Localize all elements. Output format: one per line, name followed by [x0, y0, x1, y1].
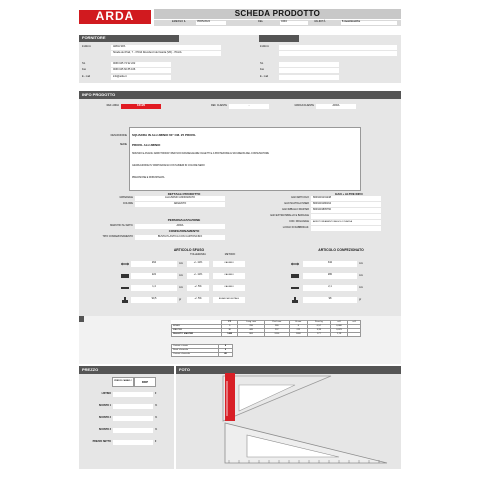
fornitore-address: Strada dei Prati, 7 - 37014 Rovellenzi del Garda (VR) - ITALIA	[111, 51, 221, 56]
imballo-cell: 280	[264, 325, 289, 329]
descrizione-value: SQUADRA IN ALLUMINIO 60° CM. 25 PROFIL	[132, 133, 196, 137]
sfuso-tolleranza: +/- 5%	[187, 285, 209, 291]
confezionato-title: ARTICOLO CONFEZIONATO	[318, 248, 364, 252]
ref-arda-label: REF. ARDA	[106, 104, 119, 107]
emesso-value: 05/05/2024	[196, 21, 226, 25]
fornitore-header-right	[259, 35, 299, 42]
sfuso-unit: mm	[179, 261, 183, 265]
prezzo-row-label: LISTINO	[101, 392, 111, 395]
sfuso-value: 90,5	[131, 297, 177, 303]
prezzo-row-unit: %	[155, 416, 158, 419]
length-icon	[291, 261, 299, 267]
tel-label: Tel.	[82, 62, 86, 65]
confezionato-value: 98	[303, 297, 357, 303]
ref-arda-value: 16120	[121, 104, 161, 109]
prezzo-row-unit: %	[155, 428, 158, 431]
page-title: SCHEDA PRODOTTO	[154, 9, 401, 19]
prezzo-row-unit: €	[155, 392, 157, 395]
imballo-cell: 0,023	[330, 329, 348, 333]
ean-master-label: EAN IMBALLO MASTER	[282, 208, 309, 211]
prezzo-row-field	[113, 416, 153, 421]
packaged-square-inner	[239, 385, 295, 411]
weight-icon	[121, 297, 129, 303]
sfuso-unit: mm	[179, 285, 183, 289]
ean-articolo-label: EAN ARTICOLO	[291, 196, 309, 199]
ean-inner-value: 8003419180164	[311, 202, 381, 207]
materiale-label: MATERIALE	[119, 196, 133, 199]
pallet-label: Strati x bancale	[172, 349, 219, 353]
meta-bar	[154, 20, 401, 26]
validita-label: VALIDITÀ	[314, 20, 326, 23]
length-icon	[121, 261, 129, 267]
right-fax-field	[279, 68, 339, 73]
prezzo-row-label: PREZZO NETTO	[92, 440, 111, 443]
feature-1: SMUSSO E ANGOLI ARROTONDATI PER NON DANNEGGIARE OGGETTI E A PROTEZIONE E SICUREZZA DEL CONSUMATORE	[132, 153, 269, 155]
imballo-col: m3	[348, 321, 361, 325]
tipo-conf-value: BUSTA PLASTICA CON CARTONCINO	[135, 235, 225, 240]
imballo-col: PZ	[222, 321, 238, 325]
sfuso-value: 1,4	[131, 285, 177, 291]
ref-cliente-label: REF. CLIENTE	[211, 104, 227, 107]
imballo-cell: 222	[289, 329, 307, 333]
confezionato-value: 2,1	[303, 285, 357, 291]
sfuso-value: 222	[131, 273, 177, 279]
confezionato-value: 280	[303, 273, 357, 279]
prezzo-row-label: SCONTO 3	[98, 428, 111, 431]
prezzo-header: PREZZO	[79, 366, 174, 374]
fornitore-header: FORNITORE	[79, 35, 179, 42]
sfuso-title: ARTICOLO SFUSO	[173, 248, 205, 252]
imballo-cell: 0,57	[308, 325, 331, 329]
imballo-col: Peso kg	[308, 321, 331, 325]
imballo-cell: 290	[238, 325, 265, 329]
imballo-cell: 8	[289, 325, 307, 329]
prezzo-row-field	[113, 392, 153, 397]
pallet-value: 6	[219, 349, 233, 353]
foto-header: FOTO	[176, 366, 401, 374]
fax-value: 0039 045 60 85 166	[111, 68, 171, 73]
sfuso-value: 264	[131, 261, 177, 267]
feature-2: GRADUAZIONE IN TAMPOGRAFIA CON NUMERI IN COLORE NERO	[132, 165, 205, 167]
fax-label: Fax	[82, 68, 86, 71]
sfuso-unit: gr	[179, 297, 182, 301]
imballo-cell: 237	[264, 329, 289, 333]
right-email-label: E - mail	[260, 75, 269, 78]
ean-extra-value	[311, 214, 381, 219]
sfuso-metodo: CALIBRO	[213, 261, 245, 267]
confezionato-unit: gr	[359, 297, 362, 301]
confezionato-unit: mm	[359, 273, 363, 277]
feature-3: PRECISIONE E ROBUSTEZZA	[132, 177, 165, 179]
email-label: E - mail	[82, 75, 91, 78]
tipo-conf-label: TIPO CONFEZIONAMENTO	[102, 235, 133, 238]
sfuso-metodo: BILANCIA DIGITALE	[213, 297, 245, 303]
imballo-cell: 177	[308, 333, 331, 337]
sfuso-tolleranza: +/- 11%	[187, 261, 209, 267]
width-icon	[121, 273, 129, 279]
confezionato-unit: mm	[359, 261, 363, 265]
pallet-value: 48	[219, 353, 233, 357]
prezzo-row-field	[113, 428, 153, 433]
imballo-row-label: PALLETZ. MASTER	[172, 333, 222, 337]
imballo-cell: 0,060	[330, 325, 348, 329]
luogo-label: LUOGO DI FABBRICAZ.	[282, 226, 309, 229]
pallet-table	[171, 344, 233, 357]
ean-master-value: 8003419805760	[311, 208, 381, 213]
confezionato-value: 342	[303, 261, 357, 267]
imballo-col: Prof. mm	[264, 321, 289, 325]
prezzo-row-unit: %	[155, 404, 158, 407]
thickness-icon	[121, 285, 129, 291]
imballo-cell: 1466	[289, 333, 307, 337]
pallet-value: 8	[219, 345, 233, 349]
del-value: 0494	[280, 21, 308, 25]
marca-label: MARCA/CLIENTE	[294, 104, 314, 107]
red-card	[225, 373, 235, 421]
imballo-cell	[348, 333, 361, 337]
marchio-label: MARCHIO SU ARTIC	[110, 224, 133, 227]
right-tel-field	[279, 62, 339, 67]
weight-icon	[291, 297, 299, 303]
serie-label: SERIE	[119, 143, 127, 146]
right-indirizzo-field	[279, 45, 397, 50]
arda-logo: ARDA	[79, 10, 151, 24]
imballo-cell: 30	[222, 329, 238, 333]
right-email-field	[279, 75, 339, 80]
prezzo-row-label: SCONTO 2	[98, 416, 111, 419]
info-header: INFO PRODOTTO	[79, 91, 401, 99]
right-tel-label: Tel.	[260, 62, 264, 65]
right-fax-label: Fax	[260, 68, 264, 71]
imballo-cell: 800	[238, 333, 265, 337]
del-label: DEL	[258, 20, 264, 23]
ean-extra-label: EAN EXTRA IMBALLO E BARCALE	[270, 214, 309, 217]
imballo-row-label: INNER	[172, 325, 222, 329]
imballo-cell: 1,18	[330, 333, 348, 337]
right-indirizzo-label: Indirizzo	[260, 45, 269, 48]
serie-value: PROFIL ALLUMINIO	[132, 143, 161, 147]
ean-articolo-value: 8003419131248	[311, 196, 381, 201]
ref-cliente-value: -	[229, 104, 269, 109]
pallet-label: Cartoni x bancale	[172, 353, 219, 357]
confezionamento-title: CONFEZIONAMENTO	[168, 229, 200, 233]
descrizione-box	[129, 127, 361, 191]
imballo-cell: 1200	[264, 333, 289, 337]
cod-doganale-label: COD. DOGANALE	[289, 220, 309, 223]
tel-value: 0039 045 74 92 222	[111, 62, 171, 67]
marca-value: ARDA	[316, 104, 356, 109]
materiale-value: ALLUMINIO ANODIZZATO	[135, 196, 225, 201]
pallet-label: Cartoni x strato	[172, 345, 219, 349]
imballo-cell: 1440	[222, 333, 238, 337]
right-indirizzo2-field	[279, 51, 397, 56]
emesso-label: EMESSO IL	[172, 20, 186, 23]
imballo-cell: 440	[238, 329, 265, 333]
prezzo-row-label: SCONTO 1	[98, 404, 111, 407]
metodo-header: METODO	[224, 253, 236, 256]
sfuso-metodo: CALIBRO	[213, 273, 245, 279]
imballo-table	[171, 320, 361, 337]
ean-title: EAN + ALTRE INFO	[335, 192, 363, 196]
colore-value: ARGENTO	[135, 202, 225, 207]
descrizione-label: DESCRIZIONE	[110, 134, 127, 137]
sfuso-tolleranza: +/- 5%	[187, 297, 209, 303]
sfuso-tolleranza: +/- 11%	[187, 273, 209, 279]
imballo-col: m3	[330, 321, 348, 325]
ean-inner-label: EAN SCATOLA INNER	[284, 202, 309, 205]
imballo-col: H mm	[289, 321, 307, 325]
colore-label: COLORE	[122, 202, 133, 205]
imballo-row-label: MASTER	[172, 329, 222, 333]
thickness-icon	[291, 285, 299, 291]
width-icon	[291, 273, 299, 279]
loose-square-inner	[247, 435, 339, 457]
fornitore-label: Indirizzo	[82, 45, 91, 48]
luogo-value	[311, 226, 381, 231]
product-sheet	[79, 9, 401, 469]
cod-doganale-value: ARROTONDAMENTO ANGOLO IN ARDA	[311, 220, 381, 225]
sfuso-metodo: CALIBRO	[213, 285, 245, 291]
dettagli-title: DETTAGLI PRODOTTO	[167, 192, 201, 196]
prezzo-cambio-label: PREZZO CAMBIO €	[112, 377, 134, 387]
table-row	[172, 353, 233, 357]
imballo-col: Lung. mm	[238, 321, 265, 325]
prezzo-row-unit: €	[155, 440, 157, 443]
tolleranza-header: TOLLERANZA	[190, 253, 206, 256]
ddp-label: DDP	[134, 377, 156, 387]
sfuso-unit: mm	[179, 273, 183, 277]
product-photo	[219, 371, 399, 467]
confezionato-unit: mm	[359, 285, 363, 289]
imballo-marker	[79, 316, 84, 322]
validita-value: 6 mesi/months	[341, 21, 397, 25]
imballo-cell: 3,39	[308, 329, 331, 333]
email-value: info@arda.it	[111, 75, 171, 80]
fornitore-name: ARDA SPA	[111, 45, 221, 50]
prezzo-row-field	[113, 440, 153, 445]
table-row	[172, 333, 361, 337]
prezzo-row-field	[113, 404, 153, 409]
personalizzazione-title: PERSONALIZZAZIONE	[167, 218, 201, 222]
marchio-value: ARDA	[135, 224, 225, 229]
imballo-cell: 5	[222, 325, 238, 329]
